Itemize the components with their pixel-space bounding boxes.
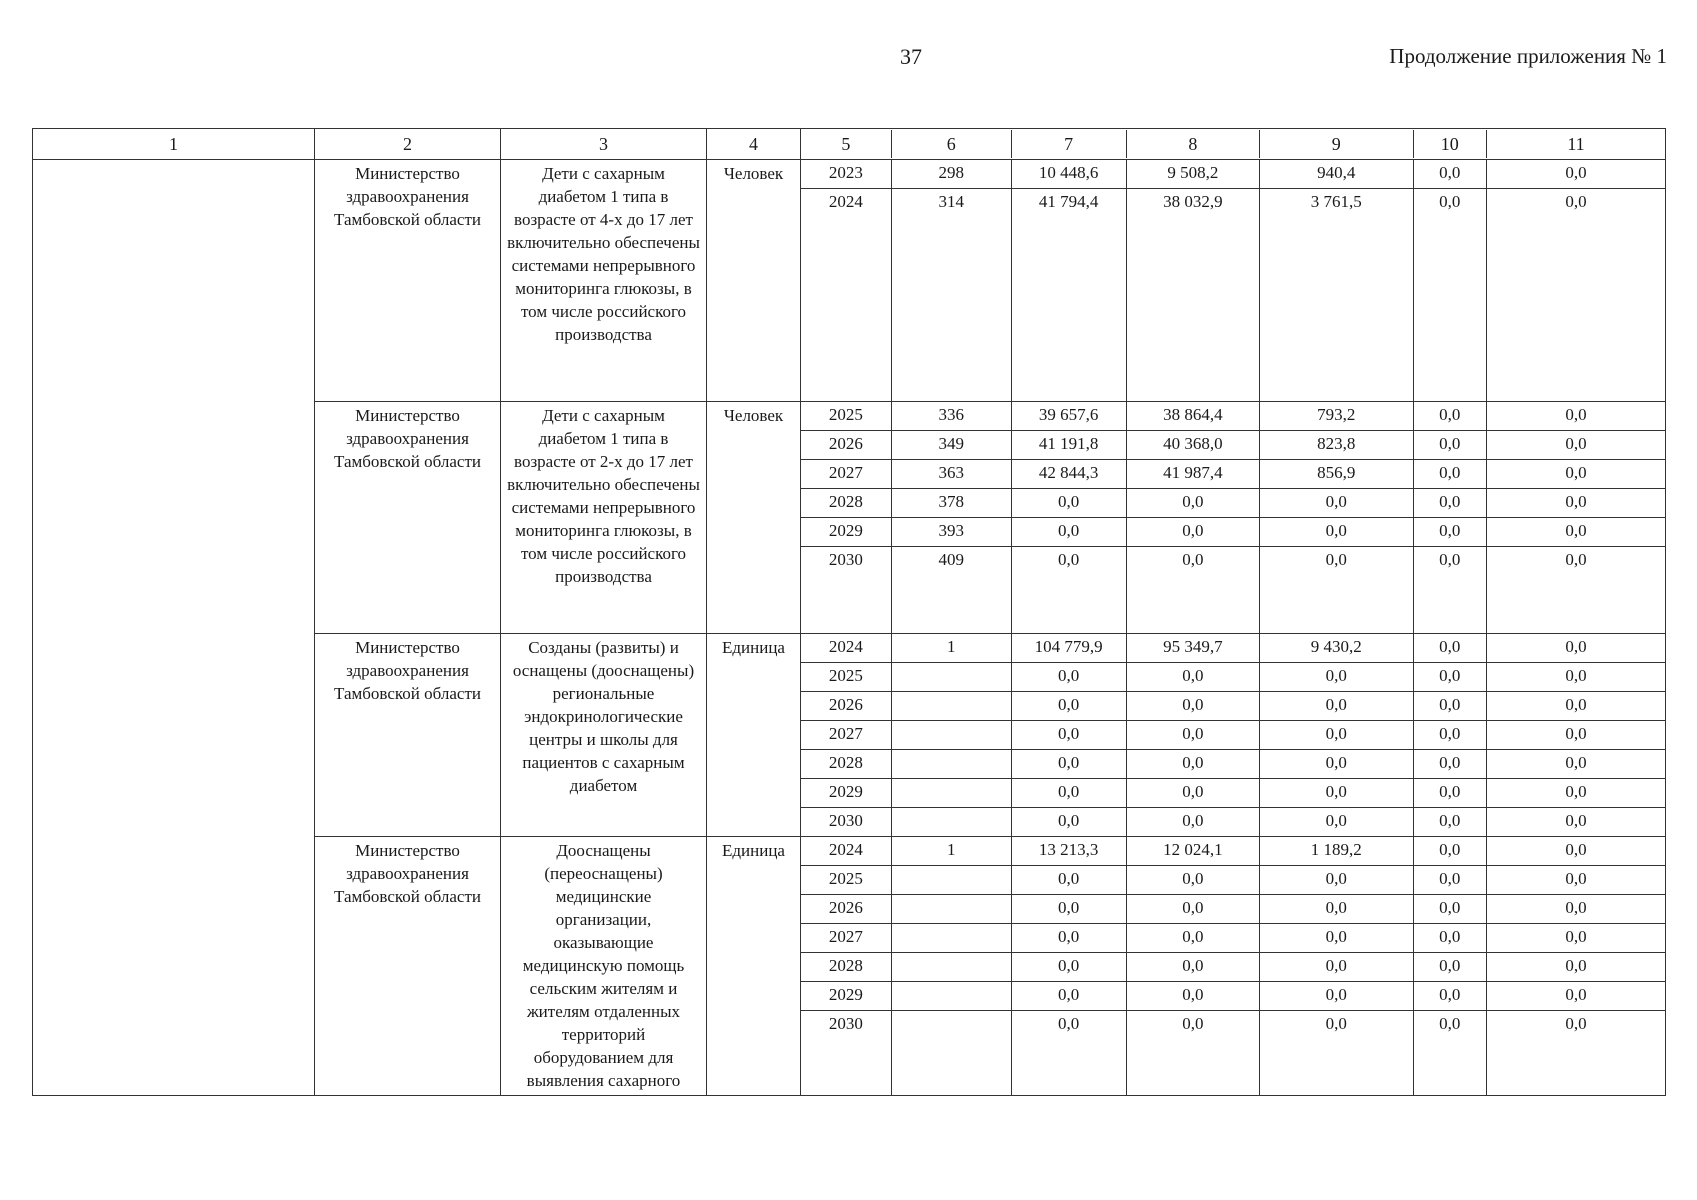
total-cell: 0,0 [1011, 1011, 1126, 1096]
federal-cell: 12 024,1 [1126, 837, 1259, 866]
table-row [801, 489, 1665, 518]
regional-cell: 0,0 [1260, 1011, 1414, 1096]
description-cell-text: Дети с сахарным диабетом 1 типа в возрасте от 2-х до 17 лет включительно обеспечены системами непрерывного мониторинга глюкозы, в том числе российского производства [507, 406, 700, 586]
table-row [801, 160, 1665, 189]
regional-cell: 0,0 [1260, 663, 1414, 692]
quantity-cell: 409 [891, 547, 1011, 634]
total-cell: 0,0 [1011, 895, 1126, 924]
col-number-inner [801, 130, 1665, 158]
federal-cell: 0,0 [1126, 663, 1259, 692]
values-table [801, 634, 1665, 836]
table-row [801, 721, 1665, 750]
regional-cell: 856,9 [1260, 460, 1414, 489]
table-row [801, 808, 1665, 837]
other-cell: 0,0 [1487, 402, 1666, 431]
total-cell: 0,0 [1011, 721, 1126, 750]
table-row [801, 692, 1665, 721]
unit-cell [707, 634, 801, 837]
quantity-cell: 363 [891, 460, 1011, 489]
description-cell-text: Дооснащены (переоснащены) медицинские организации, оказывающие медицинскую помощь сельским жителям и жителям отдаленных территорий оборудованием для выявления сахарного [522, 841, 685, 1090]
budget-table [32, 128, 1666, 1096]
total-cell: 104 779,9 [1011, 634, 1126, 663]
total-cell: 0,0 [1011, 663, 1126, 692]
other-cell: 0,0 [1487, 721, 1666, 750]
other-cell: 0,0 [1487, 518, 1666, 547]
regional-cell: 0,0 [1260, 547, 1414, 634]
col-number-2: 2 [315, 129, 501, 160]
unit-cell [707, 837, 801, 1096]
other-cell: 0,0 [1487, 692, 1666, 721]
year-cell: 2030 [801, 1011, 891, 1096]
year-cell: 2029 [801, 982, 891, 1011]
table-row [801, 866, 1665, 895]
federal-cell: 0,0 [1126, 924, 1259, 953]
description-cell [501, 837, 707, 1096]
unit-cell-text: Человек [723, 406, 784, 425]
federal-cell: 0,0 [1126, 779, 1259, 808]
year-cell: 2030 [801, 808, 891, 837]
regional-cell: 0,0 [1260, 953, 1414, 982]
total-cell: 0,0 [1011, 489, 1126, 518]
quantity-cell [891, 663, 1011, 692]
unit-cell-text: Единица [722, 841, 785, 860]
federal-cell: 38 032,9 [1126, 189, 1259, 402]
municipal-cell: 0,0 [1413, 953, 1486, 982]
regional-cell: 0,0 [1260, 895, 1414, 924]
col-number-7: 7 [1011, 130, 1126, 158]
other-cell: 0,0 [1487, 634, 1666, 663]
municipal-cell: 0,0 [1413, 1011, 1486, 1096]
table-row [801, 837, 1665, 866]
federal-cell: 38 864,4 [1126, 402, 1259, 431]
table-row [801, 460, 1665, 489]
municipal-cell: 0,0 [1413, 692, 1486, 721]
table-group-row [33, 160, 1666, 402]
year-cell: 2024 [801, 837, 891, 866]
other-cell: 0,0 [1487, 750, 1666, 779]
regional-cell: 793,2 [1260, 402, 1414, 431]
regional-cell: 9 430,2 [1260, 634, 1414, 663]
municipal-cell: 0,0 [1413, 663, 1486, 692]
federal-cell: 95 349,7 [1126, 634, 1259, 663]
other-cell: 0,0 [1565, 192, 1587, 211]
table-row [801, 924, 1665, 953]
quantity-cell [891, 721, 1011, 750]
values-cell [801, 634, 1666, 837]
total-cell: 0,0 [1011, 866, 1126, 895]
org-cell [315, 634, 501, 837]
table-group-row [33, 837, 1666, 1096]
table-row [801, 750, 1665, 779]
unit-cell [707, 160, 801, 402]
year-cell: 2023 [801, 160, 891, 189]
quantity-cell: 1 [891, 634, 1011, 663]
year-cell: 2025 [801, 866, 891, 895]
page-number: 37 [900, 44, 922, 69]
quantity-cell: 314 [891, 189, 1011, 402]
federal-cell: 0,0 [1126, 953, 1259, 982]
year-cell: 2026 [801, 895, 891, 924]
regional-cell: 0,0 [1260, 982, 1414, 1011]
year-cell: 2029 [801, 518, 891, 547]
table-row [801, 189, 1665, 402]
column-number-row [33, 129, 1666, 160]
col-number-1: 1 [33, 129, 315, 160]
org-cell-text: Министерство здравоохранения Тамбовской области [334, 841, 481, 906]
table-row [801, 895, 1665, 924]
table-group-row [33, 402, 1666, 634]
org-cell [315, 837, 501, 1096]
quantity-cell: 393 [891, 518, 1011, 547]
table-row [801, 1011, 1665, 1096]
quantity-cell: 298 [891, 160, 1011, 189]
year-cell: 2025 [801, 402, 891, 431]
table-row [801, 634, 1665, 663]
col-numbers-5-11 [801, 129, 1666, 160]
table-row [801, 982, 1665, 1011]
org-cell [315, 402, 501, 634]
federal-cell: 0,0 [1126, 895, 1259, 924]
other-cell: 0,0 [1487, 431, 1666, 460]
quantity-cell [891, 953, 1011, 982]
description-cell-text: Созданы (развиты) и оснащены (дооснащены) региональные эндокринологические центры и школы для пациентов с сахарным диабетом [512, 638, 695, 795]
values-cell [801, 402, 1666, 634]
municipal-cell: 0,0 [1413, 489, 1486, 518]
regional-cell: 1 189,2 [1260, 837, 1414, 866]
regional-cell: 0,0 [1260, 721, 1414, 750]
description-cell [501, 634, 707, 837]
quantity-cell [891, 808, 1011, 837]
quantity-cell: 1 [891, 837, 1011, 866]
quantity-cell [891, 895, 1011, 924]
quantity-cell [891, 982, 1011, 1011]
regional-cell: 0,0 [1260, 808, 1414, 837]
other-cell: 0,0 [1487, 779, 1666, 808]
other-cell: 0,0 [1487, 837, 1666, 866]
municipal-cell: 0,0 [1413, 837, 1486, 866]
values-table [801, 160, 1665, 401]
values-table [801, 837, 1665, 1095]
other-cell: 0,0 [1487, 895, 1666, 924]
quantity-cell [891, 866, 1011, 895]
total-cell: 0,0 [1011, 750, 1126, 779]
quantity-cell: 349 [891, 431, 1011, 460]
other-cell: 0,0 [1487, 489, 1666, 518]
col-number-6: 6 [891, 130, 1011, 158]
total-cell: 10 448,6 [1011, 160, 1126, 189]
col-number-10: 10 [1413, 130, 1486, 158]
regional-cell: 0,0 [1260, 692, 1414, 721]
other-cell: 0,0 [1565, 550, 1587, 569]
other-cell: 0,0 [1487, 663, 1666, 692]
unit-cell [707, 402, 801, 634]
federal-cell: 0,0 [1126, 489, 1259, 518]
year-cell: 2027 [801, 924, 891, 953]
col-number-4: 4 [707, 129, 801, 160]
municipal-cell: 0,0 [1413, 160, 1486, 189]
total-cell: 0,0 [1011, 808, 1126, 837]
federal-cell: 40 368,0 [1126, 431, 1259, 460]
table-row [801, 779, 1665, 808]
table-group-row [33, 634, 1666, 837]
quantity-cell: 336 [891, 402, 1011, 431]
unit-cell-text: Человек [723, 164, 784, 183]
municipal-cell: 0,0 [1413, 924, 1486, 953]
municipal-cell: 0,0 [1413, 189, 1486, 402]
table-row [801, 953, 1665, 982]
municipal-cell: 0,0 [1413, 634, 1486, 663]
table-row [801, 518, 1665, 547]
org-cell-text: Министерство здравоохранения Тамбовской области [334, 638, 481, 703]
total-cell: 0,0 [1011, 779, 1126, 808]
regional-cell: 940,4 [1260, 160, 1414, 189]
quantity-cell [891, 692, 1011, 721]
regional-cell: 823,8 [1260, 431, 1414, 460]
total-cell: 0,0 [1011, 547, 1126, 634]
total-cell: 42 844,3 [1011, 460, 1126, 489]
regional-cell: 0,0 [1260, 779, 1414, 808]
col-number-9: 9 [1260, 130, 1414, 158]
municipal-cell: 0,0 [1413, 866, 1486, 895]
municipal-cell: 0,0 [1413, 518, 1486, 547]
municipal-cell: 0,0 [1413, 547, 1486, 634]
municipal-cell: 0,0 [1413, 779, 1486, 808]
municipal-cell: 0,0 [1413, 402, 1486, 431]
description-cell [501, 402, 707, 634]
total-cell: 0,0 [1011, 924, 1126, 953]
col-number-5: 5 [801, 130, 891, 158]
federal-cell: 0,0 [1126, 547, 1259, 634]
year-cell: 2029 [801, 779, 891, 808]
total-cell: 39 657,6 [1011, 402, 1126, 431]
col-number-11: 11 [1567, 134, 1585, 154]
municipal-cell: 0,0 [1413, 460, 1486, 489]
year-cell: 2026 [801, 431, 891, 460]
year-cell: 2030 [801, 547, 891, 634]
unit-cell-text: Единица [722, 638, 785, 657]
table-row [801, 431, 1665, 460]
regional-cell: 0,0 [1260, 489, 1414, 518]
org-cell-text: Министерство здравоохранения Тамбовской области [334, 406, 481, 471]
other-cell: 0,0 [1565, 1014, 1587, 1033]
table-row [801, 402, 1665, 431]
other-cell: 0,0 [1565, 811, 1587, 830]
federal-cell: 0,0 [1126, 750, 1259, 779]
regional-cell: 3 761,5 [1260, 189, 1414, 402]
total-cell: 13 213,3 [1011, 837, 1126, 866]
description-cell-text: Дети с сахарным диабетом 1 типа в возрасте от 4-х до 17 лет включительно обеспечены системами непрерывного мониторинга глюкозы, в том числе российского производства [507, 164, 700, 344]
year-cell: 2024 [801, 634, 891, 663]
col-number-8: 8 [1126, 130, 1259, 158]
empty-cell [33, 837, 315, 1096]
federal-cell: 0,0 [1126, 866, 1259, 895]
total-cell: 41 794,4 [1011, 189, 1126, 402]
federal-cell: 0,0 [1126, 692, 1259, 721]
municipal-cell: 0,0 [1413, 982, 1486, 1011]
empty-cell [33, 402, 315, 634]
total-cell: 41 191,8 [1011, 431, 1126, 460]
federal-cell: 41 987,4 [1126, 460, 1259, 489]
year-cell: 2028 [801, 750, 891, 779]
year-cell: 2025 [801, 663, 891, 692]
table-row [801, 663, 1665, 692]
values-cell [801, 837, 1666, 1096]
regional-cell: 0,0 [1260, 924, 1414, 953]
org-cell [315, 160, 501, 402]
municipal-cell: 0,0 [1413, 431, 1486, 460]
federal-cell: 9 508,2 [1126, 160, 1259, 189]
federal-cell: 0,0 [1126, 1011, 1259, 1096]
other-cell: 0,0 [1487, 924, 1666, 953]
federal-cell: 0,0 [1126, 518, 1259, 547]
year-cell: 2028 [801, 489, 891, 518]
values-cell [801, 160, 1666, 402]
total-cell: 0,0 [1011, 518, 1126, 547]
quantity-cell [891, 1011, 1011, 1096]
table-row [801, 547, 1665, 634]
values-table [801, 402, 1665, 633]
regional-cell: 0,0 [1260, 866, 1414, 895]
municipal-cell: 0,0 [1413, 721, 1486, 750]
other-cell: 0,0 [1487, 982, 1666, 1011]
empty-cell [33, 634, 315, 837]
other-cell: 0,0 [1487, 953, 1666, 982]
federal-cell: 0,0 [1126, 982, 1259, 1011]
col-number-3: 3 [501, 129, 707, 160]
regional-cell: 0,0 [1260, 750, 1414, 779]
quantity-cell [891, 779, 1011, 808]
total-cell: 0,0 [1011, 982, 1126, 1011]
municipal-cell: 0,0 [1413, 750, 1486, 779]
org-cell-text: Министерство здравоохранения Тамбовской области [334, 164, 481, 229]
other-cell: 0,0 [1487, 460, 1666, 489]
quantity-cell [891, 924, 1011, 953]
federal-cell: 0,0 [1126, 808, 1259, 837]
description-cell [501, 160, 707, 402]
municipal-cell: 0,0 [1413, 895, 1486, 924]
empty-cell [33, 160, 315, 402]
municipal-cell: 0,0 [1413, 808, 1486, 837]
regional-cell: 0,0 [1260, 518, 1414, 547]
other-cell: 0,0 [1487, 866, 1666, 895]
quantity-cell [891, 750, 1011, 779]
federal-cell: 0,0 [1126, 721, 1259, 750]
year-cell: 2027 [801, 721, 891, 750]
other-cell: 0,0 [1487, 160, 1666, 189]
year-cell: 2028 [801, 953, 891, 982]
year-cell: 2027 [801, 460, 891, 489]
appendix-label: Продолжение приложения № 1 [1389, 44, 1667, 68]
total-cell: 0,0 [1011, 953, 1126, 982]
quantity-cell: 378 [891, 489, 1011, 518]
year-cell: 2024 [801, 189, 891, 402]
total-cell: 0,0 [1011, 692, 1126, 721]
year-cell: 2026 [801, 692, 891, 721]
